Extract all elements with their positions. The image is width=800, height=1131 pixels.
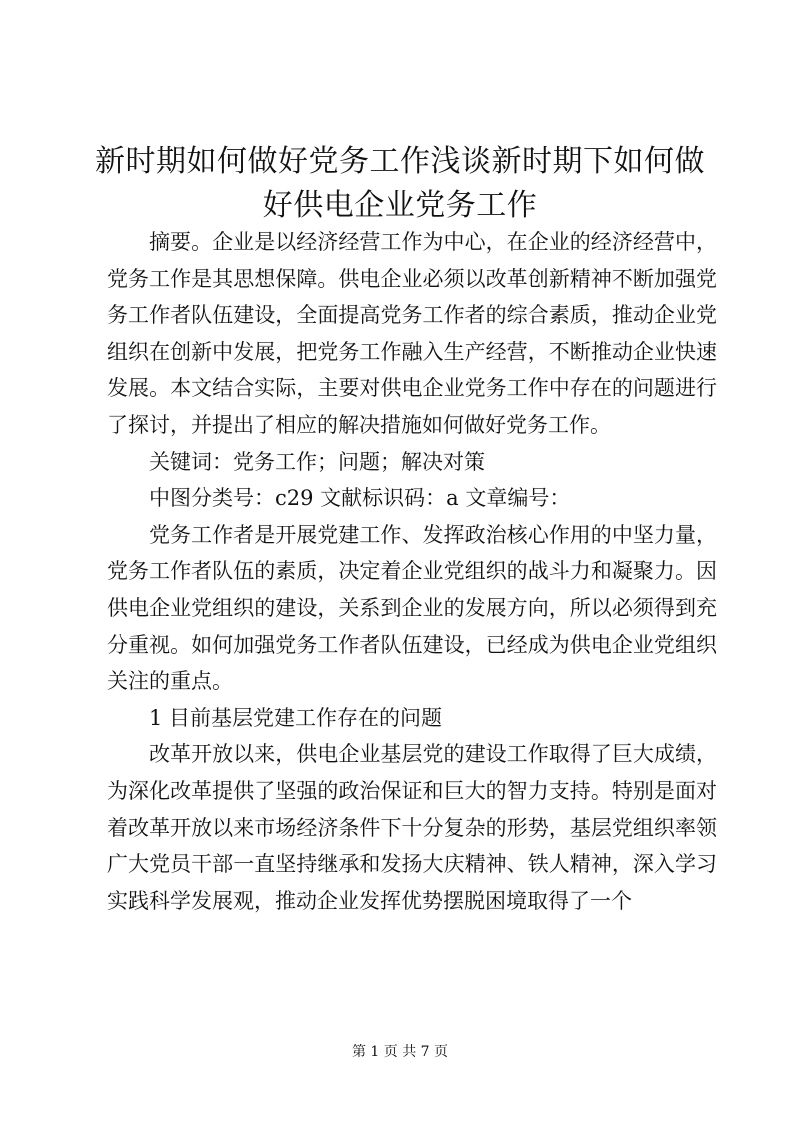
abstract-paragraph: 摘要。企业是以经济经营工作为中心，在企业的经济经营中，党务工作是其思想保障。供电企业必须以改革创新精神不断加强党务工作者队伍建设，全面提高党务工作者的综合素质，推动企业党组织在创新中发展，把党务工作融入生产经营，不断推动企业快速发展。本文结合实际，主要对供电企业党务工作中存在的问题进行了探讨，并提出了相应的解决措施如何做好党务工作。 [107,230,717,437]
classification-line: 中图分类号：c29 文献标识码：a 文章编号： [149,486,571,511]
keywords-line: 关键词：党务工作；问题；解决对策 [149,449,485,474]
title-line-1: 新时期如何做好党务工作浅谈新时期下如何做 [95,144,705,179]
body-paragraph: 改革开放以来，供电企业基层党的建设工作取得了巨大成绩，为深化改革提供了坚强的政治保证和巨大的智力支持。特别是面对着改革开放以来市场经济条件下十分复杂的形势，基层党组织率领广大党员干部一直坚持继承和发扬大庆精神、铁人精神，深入学习实践科学发展观，推动企业发挥优势摆脱困境取得了一个 [107,742,717,913]
section-heading: 1 目前基层党建工作存在的问题 [149,705,443,730]
title-line-2: 好供电企业党务工作 [262,188,538,223]
document-body [107,224,717,919]
page-footer: 第 1 页 共 7 页 [351,1044,449,1060]
body-paragraph: 党务工作者是开展党建工作、发挥政治核心作用的中坚力量，党务工作者队伍的素质，决定着企业党组织的战斗力和凝聚力。因供电企业党组织的建设，关系到企业的发展方向，所以必须得到充分重视。如何加强党务工作者队伍建设，已经成为供电企业党组织关注的重点。 [107,522,717,694]
document-title [60,140,740,228]
